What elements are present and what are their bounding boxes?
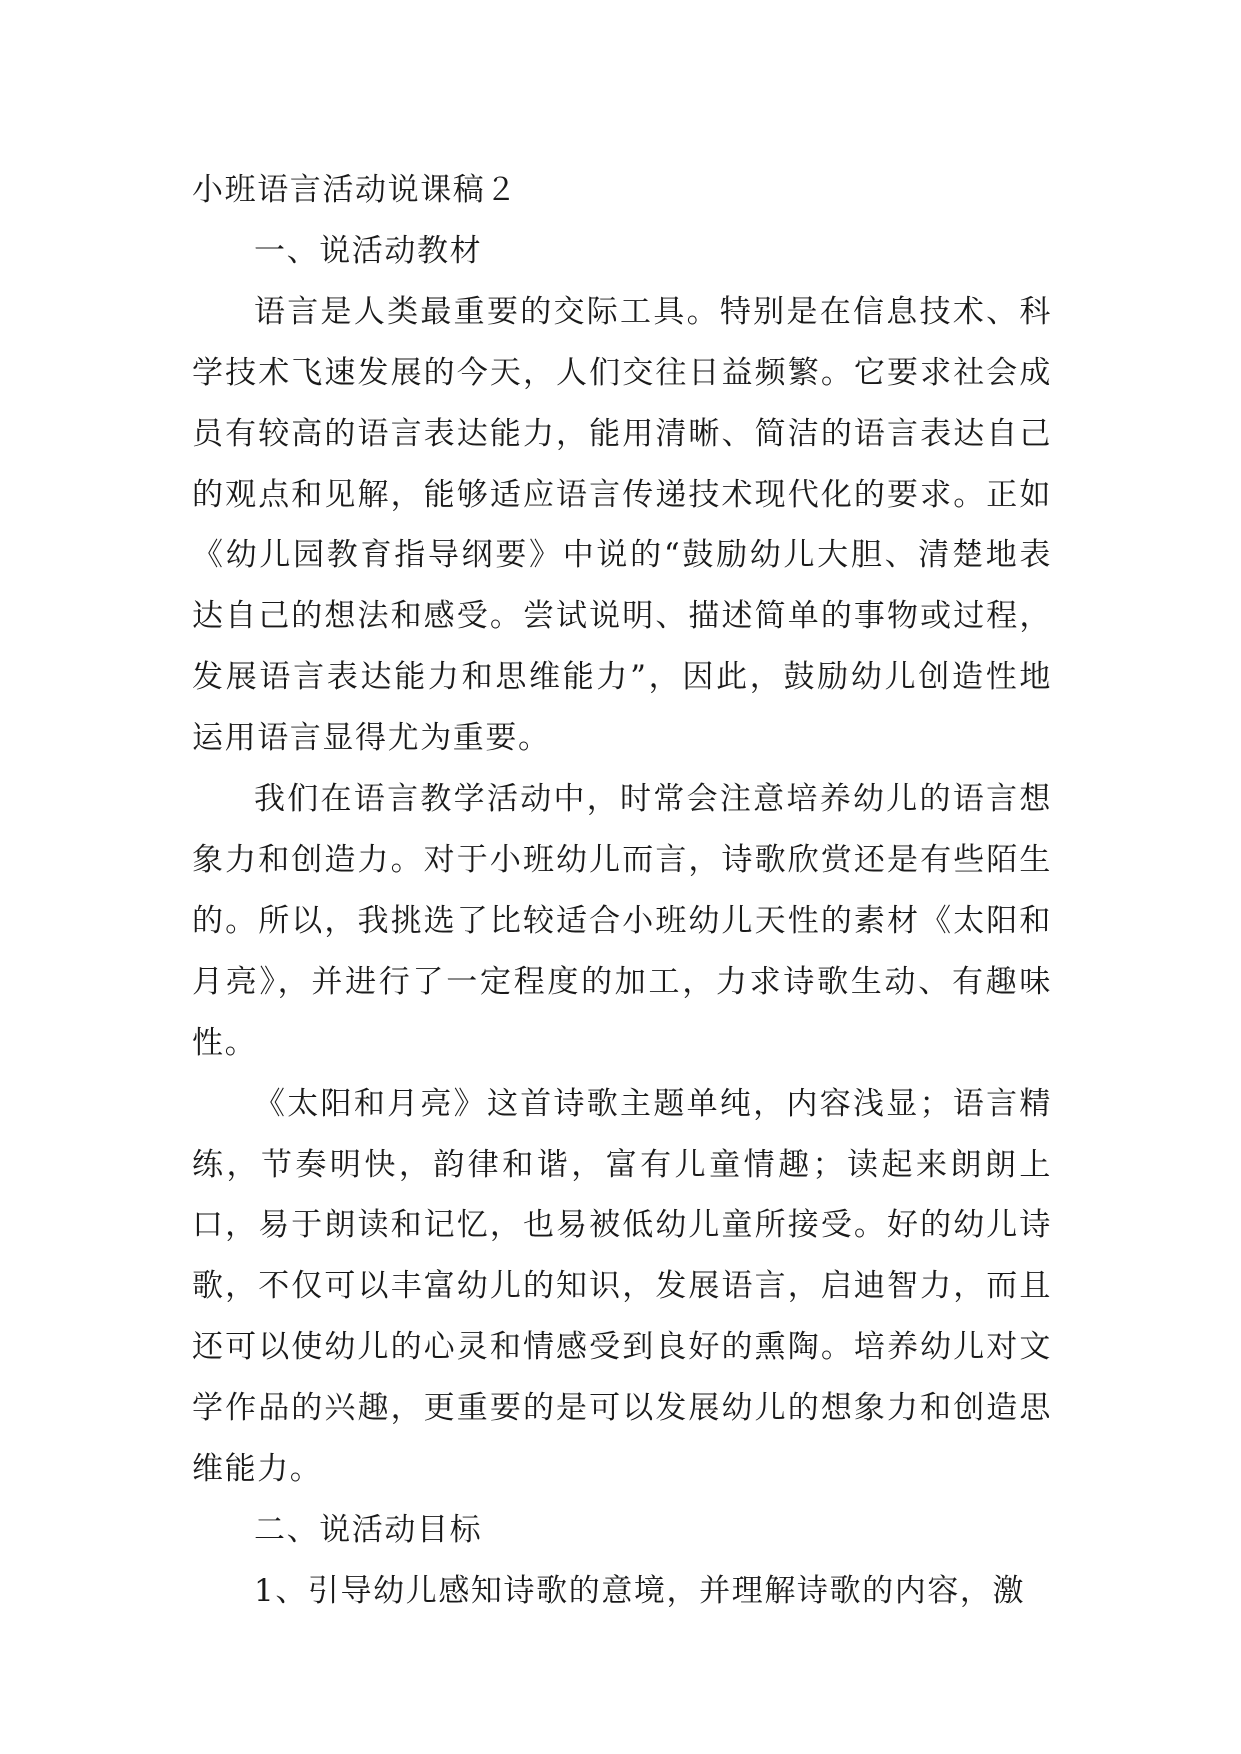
- body-paragraph: 我们在语言教学活动中，时常会注意培养幼儿的语言想象力和创造力。对于小班幼儿而言，诗歌欣赏还是有些陌生的。所以，我挑选了比较适合小班幼儿天性的素材《太阳和月亮》，并进行了一定程度的加工，力求诗歌生动、有趣味性。: [192, 781, 1052, 1061]
- body-paragraph: 语言是人类最重要的交际工具。特别是在信息技术、科学技术飞速发展的今天，人们交往日益频繁。它要求社会成员有较高的语言表达能力，能用清晰、简洁的语言表达自己的观点和见解，能够适应语言传递技术现代化的要求。正如《幼儿园教育指导纲要》中说的“鼓励幼儿大胆、清楚地表达自己的想法和感受。尝试说明、描述简单的事物或过程，发展语言表达能力和思维能力”，因此，鼓励幼儿创造性地运用语言显得尤为重要。: [192, 293, 1052, 757]
- document-title: 小班语言活动说课稿２: [192, 172, 518, 208]
- body-paragraph: 《太阳和月亮》这首诗歌主题单纯，内容浅显；语言精练，节奏明快，韵律和谐，富有儿童情趣；读起来朗朗上口，易于朗读和记忆，也易被低幼儿童所接受。好的幼儿诗歌，不仅可以丰富幼儿的知识，发展语言，启迪智力，而且还可以使幼儿的心灵和情感受到良好的熏陶。培养幼儿对文学作品的兴趣，更重要的是可以发展幼儿的想象力和创造思维能力。: [192, 1085, 1052, 1488]
- document-body: [192, 160, 1052, 1622]
- body-paragraph: 1、引导幼儿感知诗歌的意境，并理解诗歌的内容，激: [254, 1572, 1026, 1609]
- section-heading: 一、说活动教材: [254, 232, 483, 269]
- section-heading: 二、说活动目标: [254, 1511, 483, 1548]
